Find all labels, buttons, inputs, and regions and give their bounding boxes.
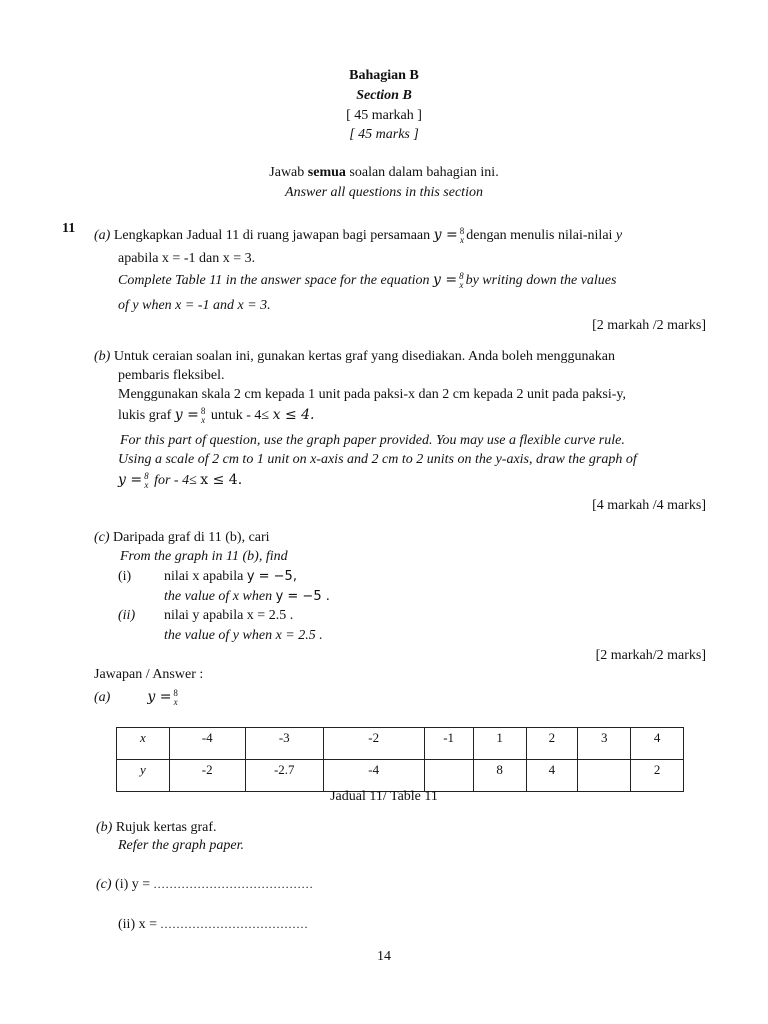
answer-a-label: (a) — [94, 690, 111, 706]
part-c-ii-en: the value of y when x = 2.5 . — [164, 628, 323, 643]
table-cell: 2 — [526, 728, 578, 760]
answer-b-en: Refer the graph paper. — [118, 838, 244, 853]
part-b-en-line3 — [118, 472, 242, 490]
table-cell: -2 — [323, 728, 424, 760]
table-cell: -4 — [323, 760, 424, 792]
part-b-ms-line4 — [118, 407, 315, 425]
instruction-ms-pre: Jawab — [269, 165, 308, 180]
table-cell: -1 — [424, 728, 473, 760]
table-caption: Jadual 11/ Table 11 — [330, 789, 438, 804]
part-b-ms-text: Untuk ceraian soalan ini, gunakan kertas graf yang disediakan. Anda boleh menggunakan — [113, 349, 615, 364]
part-a-ms-text-post: dengan menulis nilai-nilai — [466, 228, 613, 244]
answer-heading: Jawapan / Answer : — [94, 667, 204, 682]
table-cell: -2 — [169, 760, 245, 792]
part-a-marks: [2 markah /2 marks] — [592, 318, 706, 333]
answer-c-i-label: (i) y = — [115, 877, 154, 892]
table-cell: -4 — [169, 728, 245, 760]
part-c-i-ms: nilai x apabila y = −5, — [164, 569, 297, 584]
answer-c-i — [96, 877, 314, 893]
page-number: 14 — [377, 949, 391, 964]
part-a-ms-text: Lengkapkan Jadual 11 di ruang jawapan bagi persamaan — [113, 228, 431, 244]
table-row-x — [117, 728, 684, 760]
answer-c-label: (c) — [96, 877, 112, 892]
section-title-en: Section B — [356, 88, 412, 103]
table-cell: 1 — [473, 728, 526, 760]
table-cell: -3 — [245, 728, 323, 760]
table-cell: -2.7 — [245, 760, 323, 792]
part-a-en-text: Complete Table 11 in the answer space for the equation — [118, 273, 430, 289]
table-cell-answer-blank[interactable] — [424, 760, 473, 792]
part-b-ms-line3: Menggunakan skala 2 cm kepada 1 unit pada paksi-x dan 2 cm kepada 2 unit pada paksi-y, — [118, 387, 626, 402]
part-b-ms-line2: pembaris fleksibel. — [118, 368, 225, 383]
part-b-en-line2: Using a scale of 2 cm to 1 unit on x-axis and 2 cm to 2 units on the y-axis, draw the graph of — [118, 452, 637, 467]
equation-fraction: 8 x — [200, 406, 206, 425]
instruction-ms — [0, 165, 768, 181]
part-b-en-line3-post: x ≤ 4. — [200, 472, 243, 489]
answer-b-label: (b) — [96, 820, 113, 835]
part-b-en-line1: For this part of question, use the graph paper provided. You may use a flexible curve rule. — [120, 433, 625, 448]
instruction-ms-post: soalan dalam bahagian ini. — [345, 165, 499, 180]
section-marks-ms: [ 45 markah ] — [346, 108, 422, 123]
part-c-en: From the graph in 11 (b), find — [120, 549, 288, 564]
question-number: 11 — [62, 221, 76, 236]
section-marks-en: [ 45 marks ] — [349, 127, 419, 142]
equation-lhs: y = — [118, 472, 143, 489]
instruction-en: Answer all questions in this section — [285, 185, 483, 200]
answer-c-ii-label: (ii) x = — [118, 917, 161, 932]
answer-b-ms-text: Rujuk kertas graf. — [115, 820, 217, 835]
equation-lhs: y = — [433, 227, 458, 244]
equation-fraction: 8 x — [459, 271, 464, 290]
part-c-label: (c) — [94, 530, 110, 545]
part-c-i-en: the value of x when y = −5 . — [164, 589, 330, 604]
table-header-y: y — [117, 760, 170, 792]
equation-fraction: 8 x — [144, 471, 149, 490]
part-c-ii-label: (ii) — [118, 608, 136, 623]
part-c-i-label: (i) — [118, 569, 132, 584]
part-c-ii-ms: nilai y apabila x = 2.5 . — [164, 608, 294, 623]
part-b-ms-line4-post: x ≤ 4. — [272, 407, 315, 424]
section-title-ms: Bahagian B — [349, 68, 419, 83]
part-c-marks: [2 markah/2 marks] — [595, 648, 706, 663]
part-a-ms-var: y — [615, 228, 623, 244]
part-c-ms — [94, 530, 270, 546]
answer-a — [94, 689, 180, 707]
part-a-ms-line1 — [94, 227, 622, 245]
table-cell: 2 — [631, 760, 684, 792]
part-a-ms-line2: apabila x = -1 dan x = 3. — [118, 251, 256, 266]
answer-b-ms — [96, 820, 217, 836]
table-cell-answer-blank[interactable] — [578, 760, 631, 792]
part-b-ms-line1 — [94, 349, 615, 365]
part-b-ms-line4-mid: untuk - 4≤ — [210, 408, 270, 424]
answer-c-ii-blank[interactable]: ..................................... — [160, 917, 309, 931]
table-cell: 4 — [631, 728, 684, 760]
part-b-ms-line4-pre: lukis graf — [118, 408, 172, 424]
table-11 — [116, 727, 684, 792]
part-a-en-line1 — [118, 272, 616, 290]
part-b-label: (b) — [94, 349, 111, 364]
equation-lhs: y = — [147, 689, 172, 706]
table-row-y — [117, 760, 684, 792]
part-b-marks: [4 markah /4 marks] — [592, 498, 706, 513]
answer-c-ii — [118, 917, 309, 933]
equation-lhs: y = — [432, 272, 458, 289]
instruction-ms-bold: semua — [307, 165, 346, 180]
equation-fraction: 8 x — [459, 226, 465, 245]
part-b-en-line3-mid: for - 4≤ — [154, 473, 197, 489]
table-header-x: x — [117, 728, 170, 760]
part-c-ms-text: Daripada graf di 11 (b), cari — [113, 530, 270, 545]
part-a-en-line2: of y when x = -1 and x = 3. — [118, 298, 271, 313]
answer-c-i-blank[interactable]: ........................................ — [153, 877, 314, 891]
table-cell: 4 — [526, 760, 578, 792]
equation-fraction: 8 x — [173, 688, 178, 707]
equation-lhs: y = — [174, 407, 199, 424]
part-a-en-text-post: by writing down the values — [465, 273, 617, 289]
part-a-label: (a) — [94, 228, 111, 244]
table-cell: 3 — [578, 728, 631, 760]
table-cell: 8 — [473, 760, 526, 792]
